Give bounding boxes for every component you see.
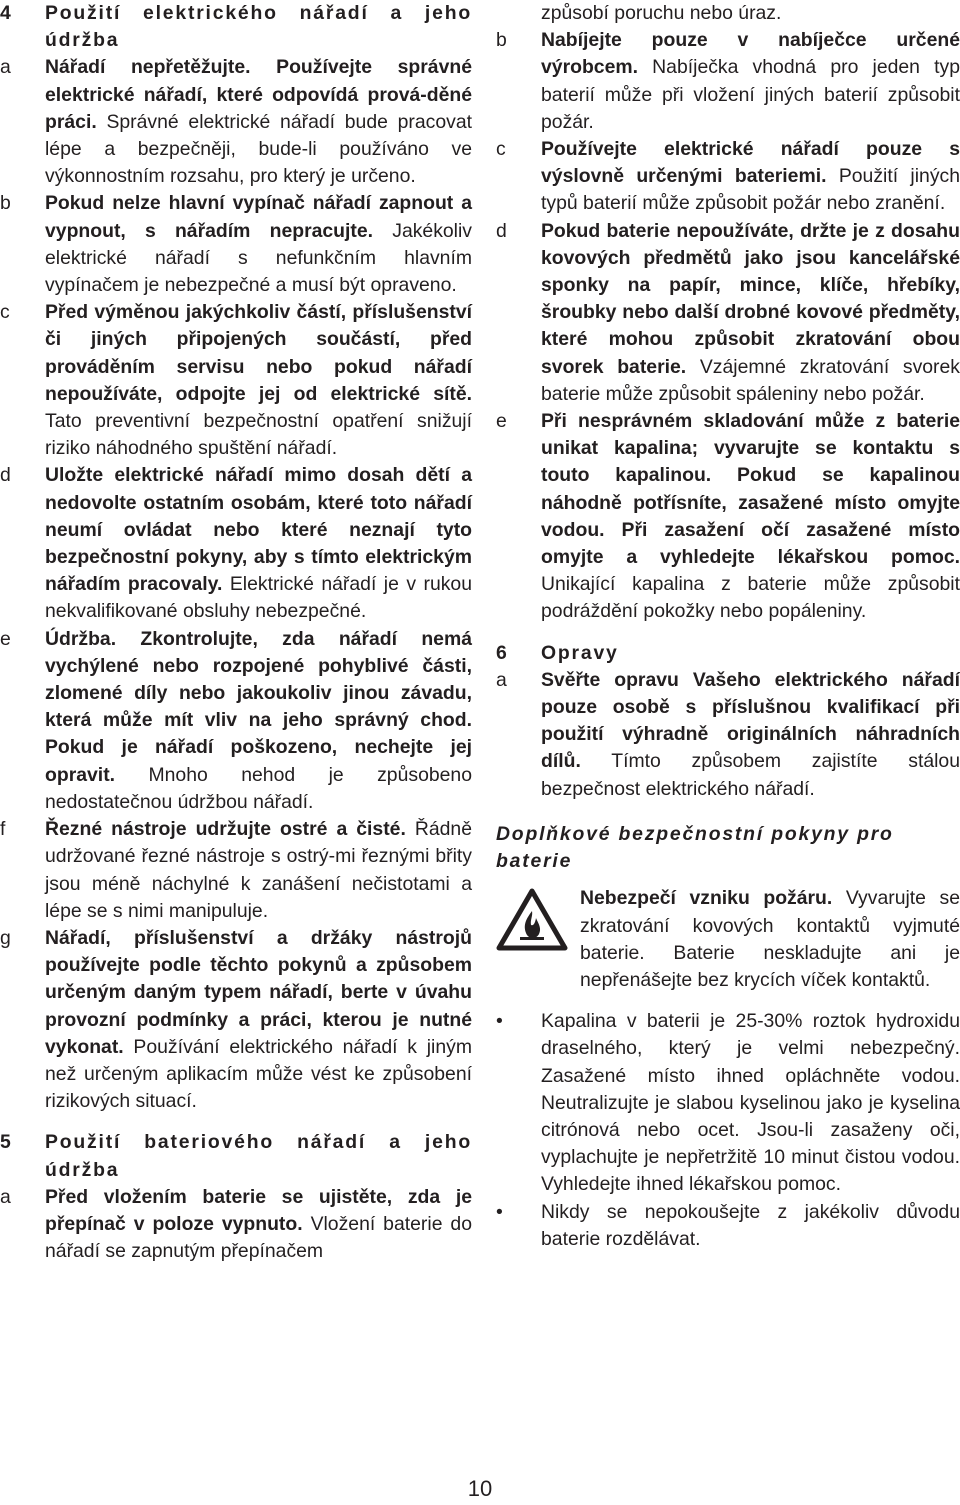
left-column — [0, 0, 472, 1265]
section-title: Použití elektrického nářadí a jeho údržba — [45, 2, 472, 52]
bullet-item-1 — [496, 1008, 960, 1198]
item-4a — [0, 54, 472, 190]
item-letter: b — [0, 192, 11, 215]
item-letter: c — [496, 138, 506, 161]
item-4d — [0, 462, 472, 625]
item-text: Řádně udržované řezné nástroje s ostrý-mi řeznými břity jsou méně náchylné k zanášení nečistotami a lépe se s nimi manipuluje. — [45, 818, 473, 922]
item-text: Vzájemné zkratování svorek baterie může způsobit spáleniny nebo požár. — [541, 355, 960, 405]
item-4c — [0, 299, 472, 462]
item-6a — [496, 667, 960, 803]
item-5b — [496, 27, 960, 136]
item-5a — [0, 1184, 472, 1266]
bullet-item-2 — [496, 1199, 960, 1253]
bullet-marker: • — [496, 1200, 503, 1223]
item-bold-text: Řezné nástroje udržujte ostré a čisté. — [45, 818, 406, 841]
item-5d — [496, 218, 960, 408]
item-letter: g — [0, 926, 11, 949]
item-text: Vložení baterie do nářadí se zapnutým přepínačem — [45, 1212, 472, 1263]
item-bold-text: Nabíjejte pouze v nabíječce určené výrobcem. — [541, 29, 960, 79]
item-bold-text: Pokud nelze hlavní vypínač nářadí zapnout a vypnout, s nářadím nepracujte. — [45, 192, 472, 242]
item-5a-continuation — [496, 0, 960, 27]
item-letter: d — [496, 219, 507, 242]
section-title: Opravy — [541, 641, 619, 664]
section-number: 4 — [0, 2, 11, 24]
battery-safety-subheading: Doplňkové bezpečnostní pokyny pro baterie — [496, 822, 894, 873]
item-text: Nabíječka vhodná pro jeden typ baterií může při vložení jiných baterií způsobit požár. — [541, 56, 960, 133]
item-bold-text: Před výměnou jakýchkoliv částí, příslušenství či jiných připojených součástí, před prováděním servisu nebo pokud nářadí nepoužíváte, odpojte jej od elektrické sítě. — [45, 301, 472, 405]
bullet-marker: • — [496, 1010, 503, 1033]
item-4g — [0, 925, 472, 1115]
section-number: 6 — [496, 641, 507, 664]
item-bold-text: Při nesprávném skladování může z baterie unikat kapalina; vyvarujte se kontaktu s touto kapalinou. Pokud se kapalinou náhodně potřísníte, zasažené místo omyjte vodou. Při zasažení očí zasažené místo omyjte a vyhledejte lékařskou pomoc. — [541, 410, 960, 569]
item-letter: a — [0, 56, 11, 79]
item-letter: a — [0, 1185, 11, 1208]
item-letter: d — [0, 464, 11, 487]
item-text: Použití jiných typů baterií může způsobit požár nebo zranění. — [541, 165, 960, 215]
item-bold-text: Svěřte opravu Vašeho elektrického nářadí pouze osobě s příslušnou kvalifikací při použití výhradně originálních náhradních dílů. — [541, 668, 960, 773]
item-4b — [0, 190, 472, 299]
item-bold-text: Před vložením baterie se ujistěte, zda je přepínač v poloze vypnuto. — [45, 1185, 472, 1235]
bullet-text: Nikdy se nepokoušejte z jakékoliv důvodu baterie rozdělávat. — [541, 1200, 960, 1250]
item-5c — [496, 136, 960, 218]
fire-warning — [496, 885, 960, 994]
item-letter: e — [496, 410, 507, 433]
item-letter: e — [0, 627, 11, 650]
section-6-heading — [496, 640, 960, 667]
section-title: Použití bateriového nářadí a jeho údržba — [45, 1131, 472, 1181]
item-letter: c — [0, 301, 10, 324]
page-number: 10 — [467, 1476, 493, 1501]
fire-warning-icon — [496, 885, 580, 994]
item-letter: b — [496, 29, 507, 52]
item-bold-text: Uložte elektrické nářadí mimo dosah dětí a nedovolte ostatním osobám, které toto nářadí neumí ovládat nebo které neznají tyto bezpečnostní pokyny, aby s tímto elektrickým nářadím pracovaly. — [45, 464, 472, 596]
right-column — [496, 0, 960, 1253]
item-letter: a — [496, 668, 507, 691]
item-text: Jakékoliv elektrické nářadí s nefunkčním hlavním vypínačem je nebezpečné a musí být opraveno. — [45, 219, 472, 297]
item-text: Mnoho nehod je způsobeno nedostatečnou údržbou nářadí. — [45, 763, 472, 813]
item-text: Elektrické nářadí je v rukou nekvalifikované obsluhy nebezpečné. — [45, 573, 473, 623]
section-number: 5 — [0, 1131, 11, 1154]
item-text: Unikající kapalina z baterie může způsobit podráždění pokožky nebo popáleniny. — [541, 573, 960, 623]
item-text: Správné elektrické nářadí bude pracovat lépe a bezpečněji, bude-li používáno ve výkonnostním rozsahu, pro který je určeno. — [45, 110, 472, 188]
item-bold-text: Údržba. Zkontrolujte, zda nářadí nemá vychýlené nebo rozpojené pohyblivé části, zlomené díly nebo jakoukoliv jinou závadu, která může mít vliv na jeho správný chod. Pokud je nářadí poškozeno, nechejte jej opravit. — [45, 627, 472, 786]
section-4-heading — [0, 0, 472, 54]
item-bold-text: Nářadí nepřetěžujte. Používejte správné elektrické nářadí, které odpovídá prová-děné práci. — [45, 56, 472, 133]
item-bold-text: Pokud baterie nepoužíváte, držte je z dosahu kovových předmětů jako jsou kancelářské sponky na papír, mince, klíče, hřebíky, šroubky nebo další drobné kovové předměty, které mohou způsobit zkratování obou svorek baterie. — [541, 219, 960, 378]
item-4f — [0, 816, 472, 925]
warning-bold-text: Nebezpečí vzniku požáru. — [580, 887, 833, 910]
item-text: způsobí poruchu nebo úraz. — [541, 2, 782, 24]
item-text: Tímto způsobem zajistíte stálou bezpečnost elektrického nářadí. — [541, 750, 960, 800]
item-bold-text: Používejte elektrické nářadí pouze s výslovně určenými bateriemi. — [541, 138, 960, 188]
item-5e — [496, 408, 960, 626]
item-text: Tato preventivní bezpečnostní opatření snižují riziko náhodného spuštění nářadí. — [45, 410, 472, 460]
item-letter: f — [0, 818, 6, 841]
item-text: Používání elektrického nářadí k jiným než určeným aplikacím může vést ke způsobení rizikových situací. — [45, 1035, 472, 1113]
warning-text: Vyvarujte se zkratování kovových kontaktů vyjmuté baterie. Baterie neskladujte ani je nepřenášejte bez krycích víček kontaktů. — [580, 887, 960, 991]
item-4e — [0, 626, 472, 816]
bullet-text: Kapalina v baterii je 25-30% roztok hydroxidu draselného, který je velmi nebezpečný. Zasažené místo ihned opláchněte vodou. Neutralizujte je slabou kyselinou jako je kyselina citrónová nebo ocet. Jsou-li zasaženy oči, vyplachujte je nepřetržitě 10 minut čistou vodou. Vyhledejte ihned lékařskou pomoc. — [541, 1010, 960, 1196]
section-5-heading — [0, 1129, 472, 1183]
item-bold-text: Nářadí, příslušenství a držáky nástrojů používejte podle těchto pokynů a způsobem určeným daným typem nářadí, berte v úvahu provozní podmínky a práci, kterou je nutné vykonat. — [45, 926, 472, 1058]
